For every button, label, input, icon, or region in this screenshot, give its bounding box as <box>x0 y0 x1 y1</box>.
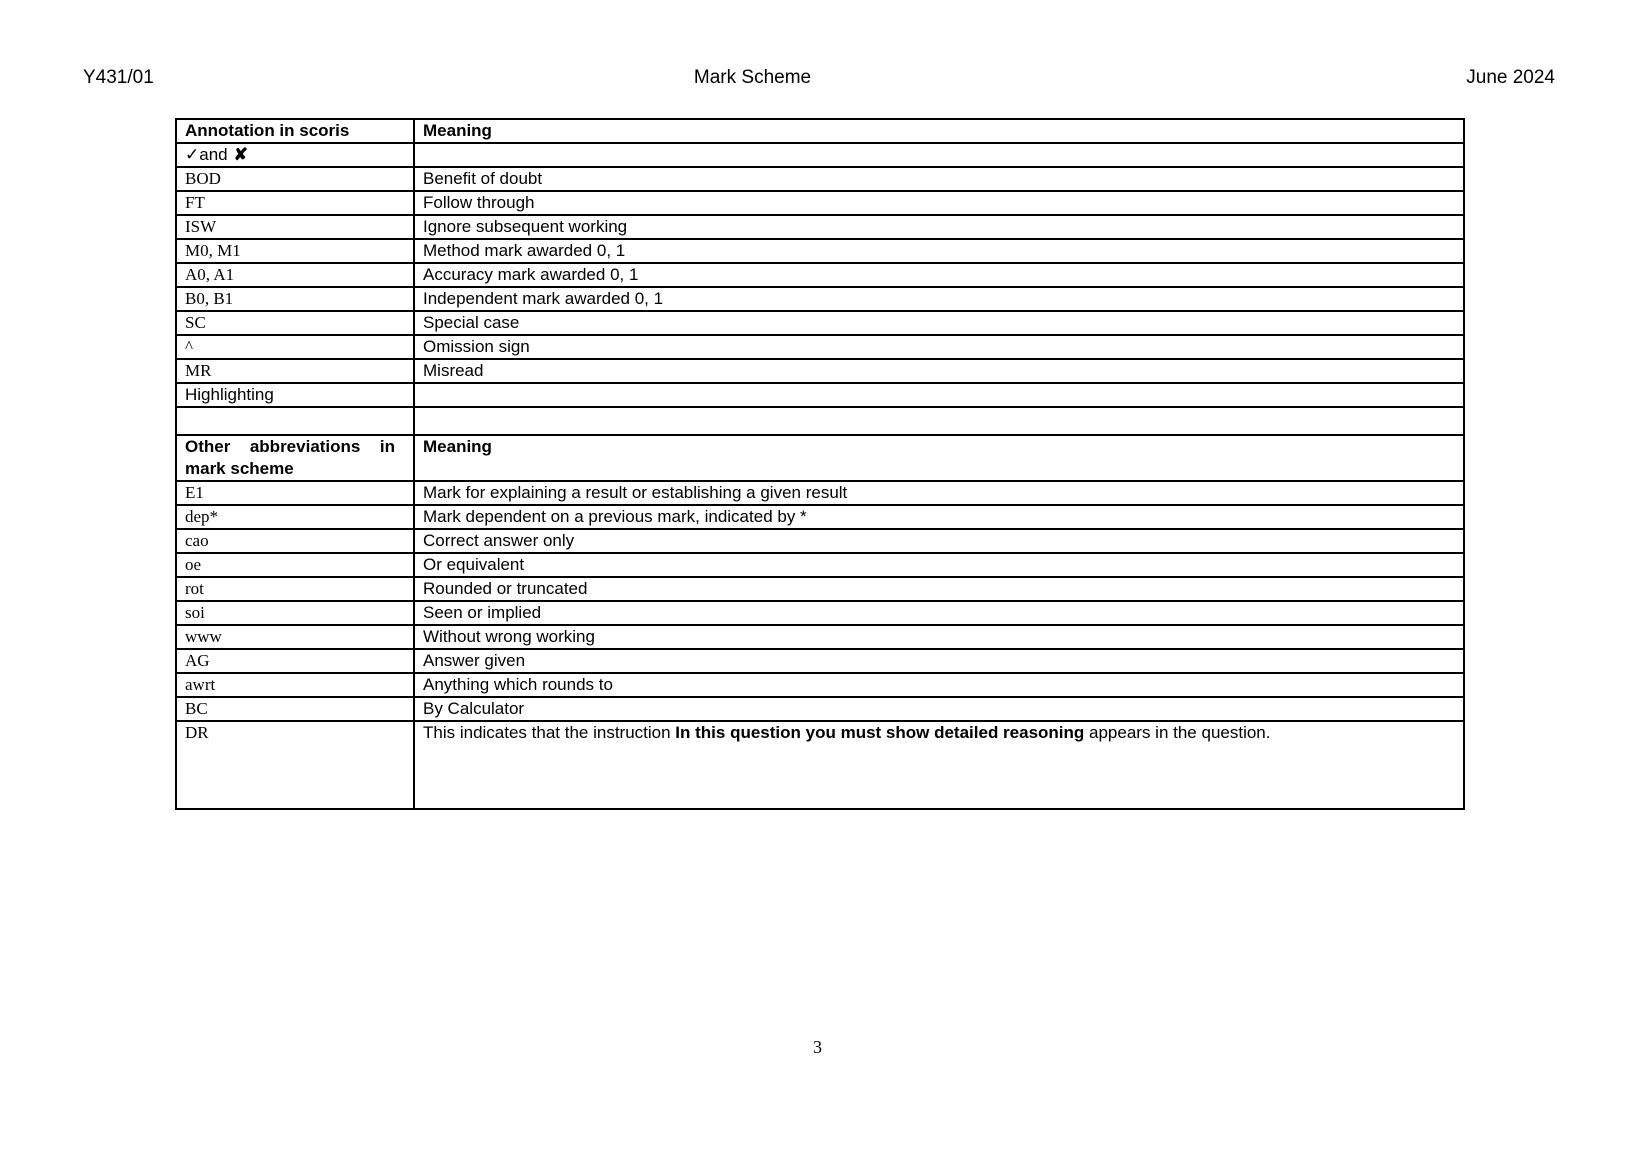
meaning-cell: Benefit of doubt <box>414 167 1464 191</box>
abbr-cell: www <box>176 625 414 649</box>
meaning-header-cell: Meaning <box>414 119 1464 143</box>
abbr-cell: M0, M1 <box>176 239 414 263</box>
meaning-cell: Without wrong working <box>414 625 1464 649</box>
abbr-cell: ^ <box>176 335 414 359</box>
table-row <box>176 359 1464 383</box>
table-row <box>176 649 1464 673</box>
table-row <box>176 287 1464 311</box>
table-row <box>176 335 1464 359</box>
annotation-table-header-row <box>176 119 1464 143</box>
abbr-cell: cao <box>176 529 414 553</box>
cross-icon: ✘ <box>233 145 248 164</box>
meaning-cell: By Calculator <box>414 697 1464 721</box>
table-row <box>176 191 1464 215</box>
meaning-header-cell: Meaning <box>414 435 1464 481</box>
abbr-cell: rot <box>176 577 414 601</box>
abbr-cell: dep* <box>176 505 414 529</box>
abbr-cell: MR <box>176 359 414 383</box>
table-row <box>176 553 1464 577</box>
meaning-cell: Rounded or truncated <box>414 577 1464 601</box>
abbr-cell: E1 <box>176 481 414 505</box>
meaning-cell: Correct answer only <box>414 529 1464 553</box>
check-icon: ✓ <box>185 145 200 164</box>
meaning-cell: Or equivalent <box>414 553 1464 577</box>
header-paper-code: Y431/01 <box>83 67 154 88</box>
meaning-cell: Anything which rounds to <box>414 673 1464 697</box>
abbreviation-header-cell: Other abbreviations in mark scheme <box>176 435 414 481</box>
abbr-cell: SC <box>176 311 414 335</box>
table-row <box>176 529 1464 553</box>
abbr-cell <box>176 143 414 167</box>
meaning-cell: Omission sign <box>414 335 1464 359</box>
meaning-cell: Ignore subsequent working <box>414 215 1464 239</box>
table-row <box>176 625 1464 649</box>
dr-meaning-prefix: This indicates that the instruction <box>423 723 676 742</box>
abbr-cell: B0, B1 <box>176 287 414 311</box>
meaning-cell: Follow through <box>414 191 1464 215</box>
abbr-cell: AG <box>176 649 414 673</box>
meaning-cell: Mark for explaining a result or establishing a given result <box>414 481 1464 505</box>
abbr-cell: soi <box>176 601 414 625</box>
table-row <box>176 143 1464 167</box>
dr-meaning-bold: In this question you must show detailed reasoning <box>675 723 1085 742</box>
meaning-cell: Accuracy mark awarded 0, 1 <box>414 263 1464 287</box>
abbr-cell: awrt <box>176 673 414 697</box>
meaning-cell <box>414 383 1464 407</box>
empty-cell <box>176 407 414 435</box>
table-row <box>176 577 1464 601</box>
meaning-cell <box>414 721 1464 809</box>
header-document-title: Mark Scheme <box>693 67 812 88</box>
spacer-row <box>176 407 1464 435</box>
page-number: 3 <box>813 1037 822 1057</box>
abbr-cell: oe <box>176 553 414 577</box>
tick-cross-label: and <box>199 145 228 164</box>
table-row <box>176 239 1464 263</box>
annotations-table <box>175 118 1465 810</box>
header-session-date: June 2024 <box>1466 67 1555 88</box>
table-row <box>176 263 1464 287</box>
meaning-cell: Independent mark awarded 0, 1 <box>414 287 1464 311</box>
abbr-cell: BC <box>176 697 414 721</box>
table-row <box>176 721 1464 809</box>
table-row <box>176 311 1464 335</box>
meaning-cell: Mark dependent on a previous mark, indicated by * <box>414 505 1464 529</box>
table-row <box>176 383 1464 407</box>
table-row <box>176 481 1464 505</box>
dr-meaning-suffix: appears in the question. <box>1084 723 1271 742</box>
empty-cell <box>414 407 1464 435</box>
meaning-cell: Method mark awarded 0, 1 <box>414 239 1464 263</box>
table-row <box>176 673 1464 697</box>
table-row <box>176 601 1464 625</box>
meaning-cell: Seen or implied <box>414 601 1464 625</box>
annotation-header-cell: Annotation in scoris <box>176 119 414 143</box>
table-row <box>176 215 1464 239</box>
meaning-cell: Answer given <box>414 649 1464 673</box>
abbr-cell: Highlighting <box>176 383 414 407</box>
meaning-cell <box>414 143 1464 167</box>
table-row <box>176 697 1464 721</box>
abbreviation-table-header-row <box>176 435 1464 481</box>
table-row <box>176 167 1464 191</box>
abbr-cell: A0, A1 <box>176 263 414 287</box>
abbr-cell: ISW <box>176 215 414 239</box>
abbr-cell: FT <box>176 191 414 215</box>
abbr-cell: DR <box>176 721 414 809</box>
table-row <box>176 505 1464 529</box>
meaning-cell: Special case <box>414 311 1464 335</box>
abbr-cell: BOD <box>176 167 414 191</box>
meaning-cell: Misread <box>414 359 1464 383</box>
